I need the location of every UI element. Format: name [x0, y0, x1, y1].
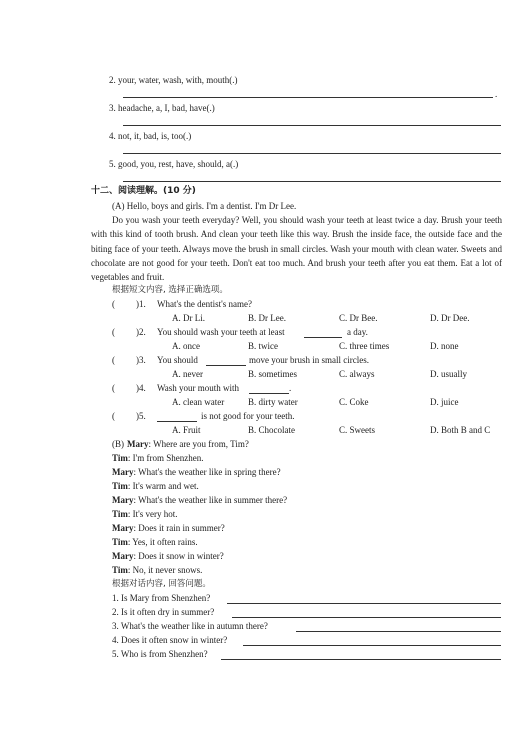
dialogue-text: : Where are you from, Tim? [148, 439, 249, 449]
answer-paren[interactable]: ( [112, 327, 115, 337]
answer-question-5: 5. Who is from Shenzhen? [112, 649, 208, 659]
speaker-name: Tim [112, 537, 128, 547]
q3-answer-line[interactable] [123, 125, 501, 126]
answer-line-5[interactable] [221, 659, 501, 660]
dialogue-line [112, 495, 287, 506]
instruction-b: 根据对话内容, 回答问题。 [112, 579, 211, 589]
fill-blank[interactable] [206, 365, 246, 366]
dialogue-line [127, 439, 249, 450]
speaker-name: Tim [112, 565, 128, 575]
q5-answer-line[interactable] [123, 181, 501, 182]
option-c[interactable]: C. Sweets [339, 425, 375, 435]
q4-prompt: 4. not, it, bad, is, too(.) [109, 131, 192, 141]
dialogue-text: : Yes, it often rains. [127, 537, 198, 547]
question-text: What's the dentist's name? [157, 299, 252, 309]
option-c[interactable]: C. three times [339, 341, 390, 351]
question-text: You should [157, 355, 198, 365]
option-b[interactable]: B. twice [248, 341, 278, 351]
q3-prompt: 3. headache, a, I, bad, have(.) [109, 103, 215, 113]
option-b[interactable]: B. sometimes [248, 369, 297, 379]
option-b[interactable]: B. Dr Lee. [248, 313, 286, 323]
dialogue-line [112, 509, 177, 520]
q5-prompt: 5. good, you, rest, have, should, a(.) [109, 159, 239, 169]
option-a[interactable]: A. clean water [172, 397, 225, 407]
question-text: You should wash your teeth at least [157, 327, 285, 337]
answer-question-4: 4. Does it often snow in winter? [112, 635, 228, 645]
option-a[interactable]: A. Fruit [172, 425, 201, 435]
answer-paren[interactable]: ( [112, 411, 115, 421]
option-d[interactable]: D. none [430, 341, 459, 351]
q2-period: . [495, 89, 498, 99]
dialogue-text: : No, it never snows. [127, 565, 203, 575]
dialogue-text: : What's the weather like in summer there? [133, 495, 288, 505]
option-b[interactable]: B. dirty water [248, 397, 298, 407]
speaker-name: Mary [112, 467, 134, 477]
option-a[interactable]: A. once [172, 341, 200, 351]
option-c[interactable]: C. always [339, 369, 375, 379]
question-text-after: move your brush in small circles. [249, 355, 369, 365]
dialogue-line [112, 551, 224, 562]
option-b[interactable]: B. Chocolate [248, 425, 295, 435]
option-c[interactable]: C. Dr Bee. [339, 313, 378, 323]
instruction-a: 根据短文内容, 选择正确选项。 [112, 285, 228, 295]
dialogue-text: : Does it snow in winter? [133, 551, 224, 561]
question-text: Wash your mouth with [157, 383, 240, 393]
question-number: )3. [136, 355, 146, 365]
section-title: 十二、阅读理解。(10 分) [91, 186, 196, 196]
speaker-name: Mary [112, 523, 134, 533]
dialogue-line [112, 467, 281, 478]
option-d[interactable]: D. Both B and C [430, 425, 491, 435]
answer-question-2: 2. Is it often dry in summer? [112, 607, 215, 617]
q2-prompt: 2. your, water, wash, with, mouth(.) [109, 75, 238, 85]
dialogue-line [112, 523, 225, 534]
answer-paren[interactable]: ( [112, 355, 115, 365]
answer-question-3: 3. What's the weather like in autumn there? [112, 621, 268, 631]
fill-blank[interactable] [249, 393, 289, 394]
speaker-name: Tim [112, 453, 128, 463]
dialogue-line [112, 565, 202, 576]
question-text-after: a day. [347, 327, 368, 337]
answer-line-2[interactable] [232, 617, 501, 618]
answer-line-4[interactable] [243, 645, 501, 646]
reading-passage: Do you wash your teeth everyday? Well, you should wash your teeth at least twice a day. Brush your teeth with this kind of tooth brush. And clean your teeth like this way. Brush the inside face, the outside face and the biting face of your teeth. Always move the brush in small circles. Wash your mouth with clean water. Sweets and chocolate are not good for your teeth. Don't eat too much. And brush your teeth after you eat them. Eat a lot of vegetables and fruit. [91, 215, 502, 283]
part-a-intro: (A) Hello, boys and girls. I'm a dentist. I'm Dr Lee. [112, 201, 297, 211]
dialogue-line [112, 481, 199, 492]
dialogue-text: : Does it rain in summer? [133, 523, 225, 533]
q4-answer-line[interactable] [123, 153, 501, 154]
option-d[interactable]: D. juice [430, 397, 459, 407]
option-d[interactable]: D. Dr Dee. [430, 313, 470, 323]
question-number: )4. [136, 383, 146, 393]
speaker-name: Mary [127, 439, 149, 449]
dialogue-text: : It's warm and wet. [127, 481, 199, 491]
fill-blank[interactable] [304, 337, 342, 338]
speaker-name: Mary [112, 495, 134, 505]
answer-line-1[interactable] [227, 603, 501, 604]
dialogue-text: : It's very hot. [127, 509, 178, 519]
dialogue-line [112, 453, 203, 464]
option-d[interactable]: D. usually [430, 369, 467, 379]
answer-paren[interactable]: ( [112, 299, 115, 309]
speaker-name: Mary [112, 551, 134, 561]
option-a[interactable]: A. never [172, 369, 203, 379]
question-number: )2. [136, 327, 146, 337]
speaker-name: Tim [112, 509, 128, 519]
speaker-name: Tim [112, 481, 128, 491]
dialogue-text: : I'm from Shenzhen. [127, 453, 204, 463]
fill-blank[interactable] [157, 421, 197, 422]
option-a[interactable]: A. Dr Li. [172, 313, 205, 323]
question-number: )1. [136, 299, 146, 309]
question-text-after: . [289, 383, 292, 393]
answer-question-1: 1. Is Mary from Shenzhen? [112, 593, 211, 603]
option-c[interactable]: C. Coke [339, 397, 369, 407]
answer-paren[interactable]: ( [112, 383, 115, 393]
dialogue-line [112, 537, 198, 548]
part-b-label: (B) [112, 439, 124, 449]
question-number: )5. [136, 411, 146, 421]
answer-line-3[interactable] [296, 631, 501, 632]
q2-answer-line[interactable] [123, 97, 493, 98]
dialogue-text: : What's the weather like in spring there? [133, 467, 281, 477]
question-text-after: is not good for your teeth. [201, 411, 295, 421]
